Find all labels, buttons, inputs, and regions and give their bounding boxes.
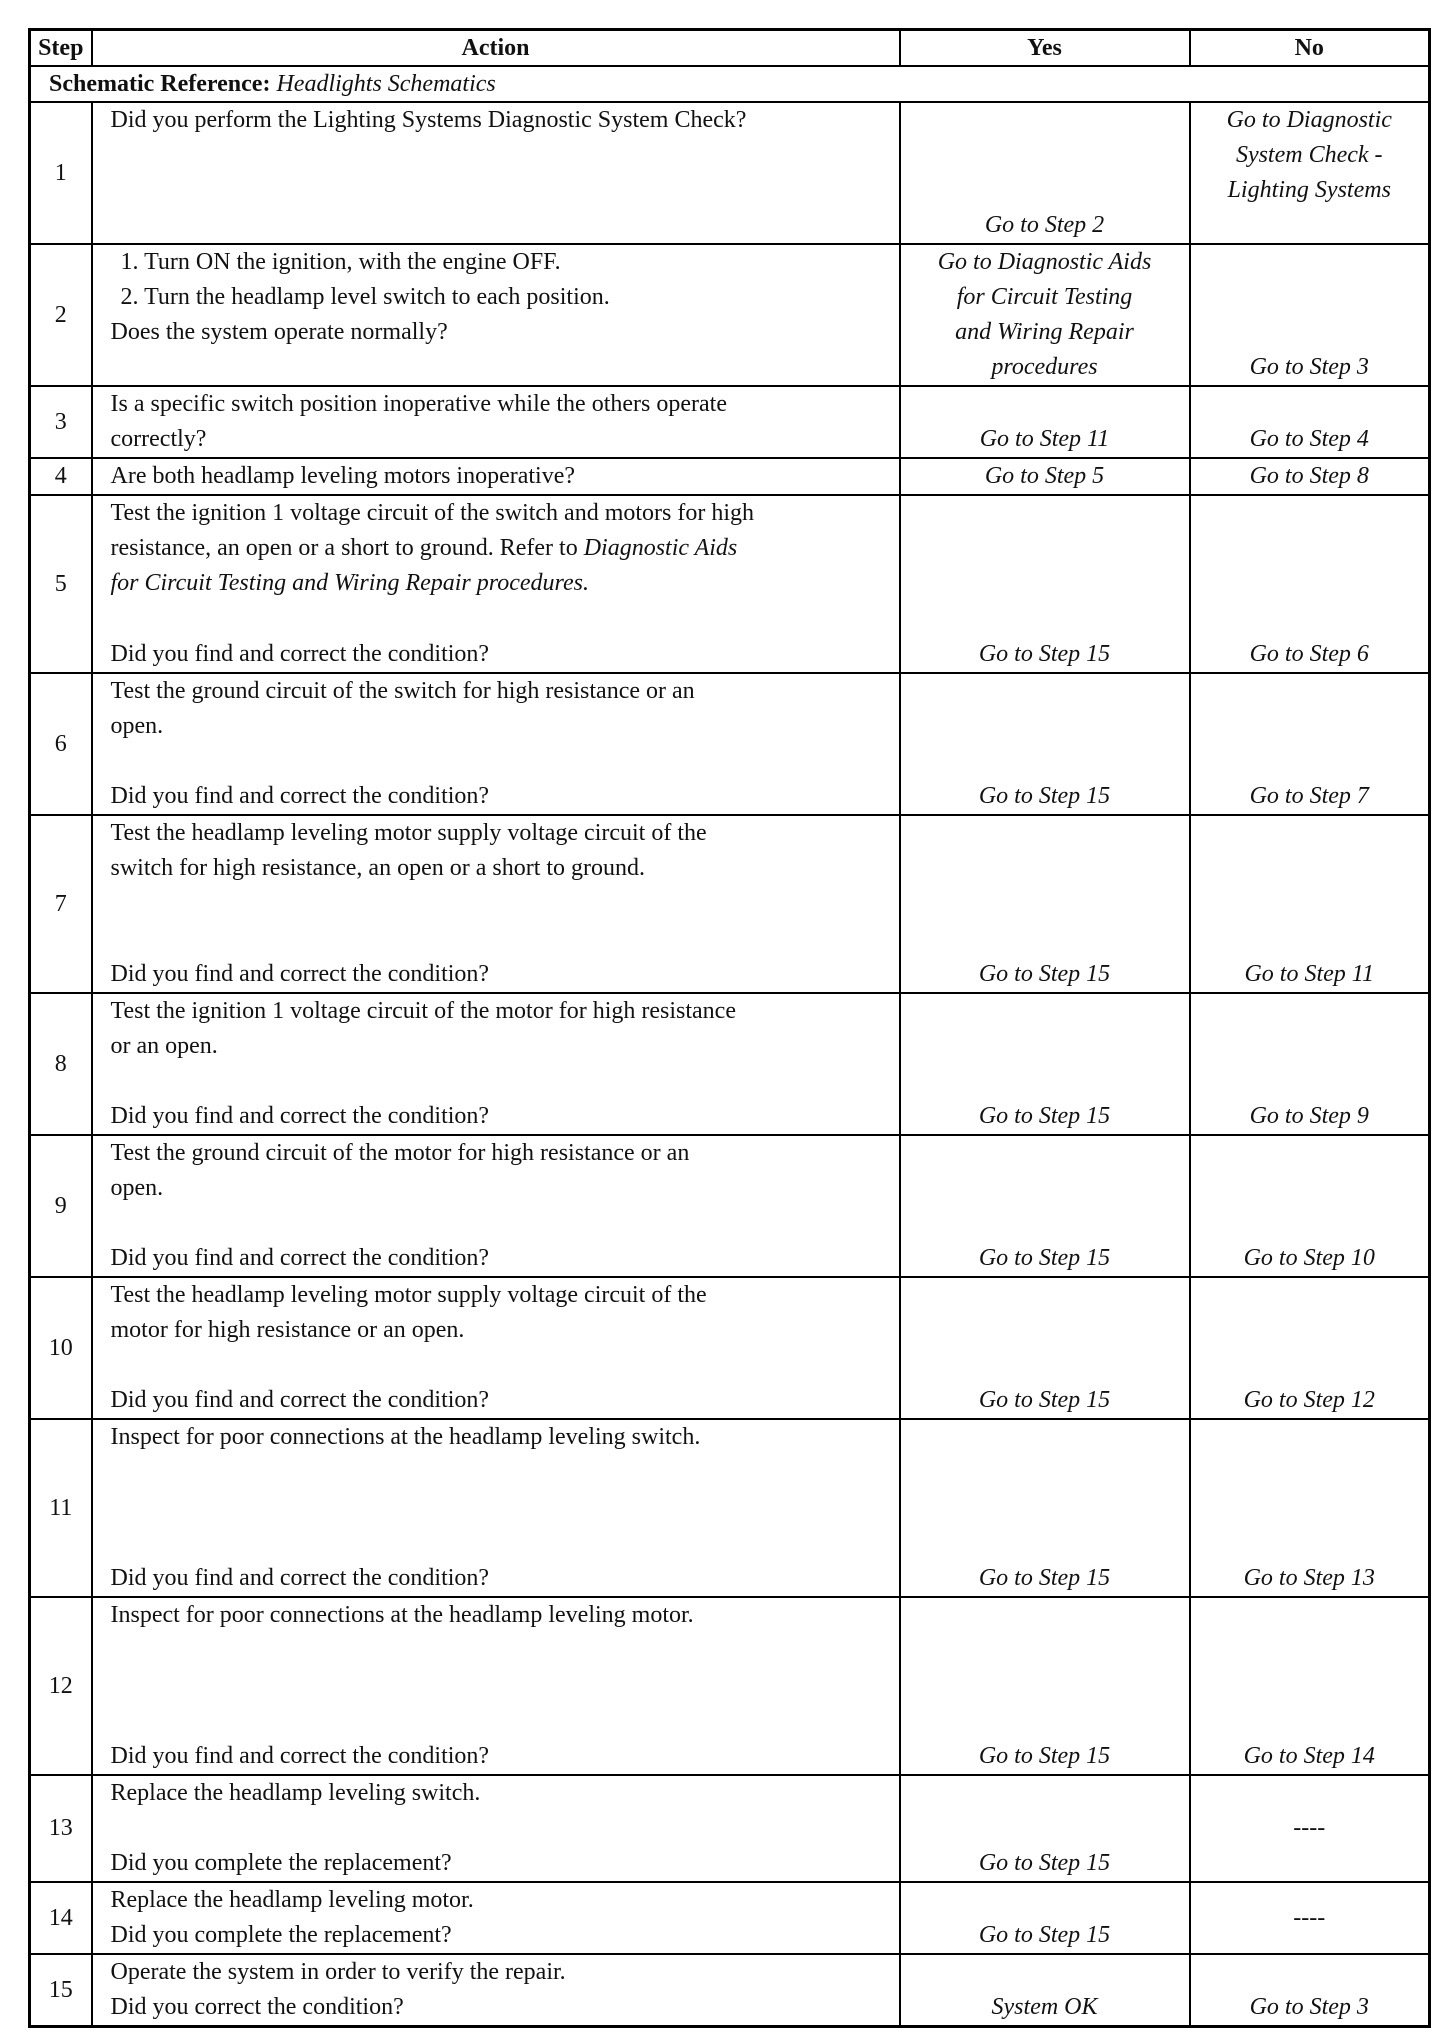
step-number: 1 (30, 102, 92, 244)
no-text-line: Lighting Systems (1227, 177, 1391, 203)
action-question: Does the system operate normally? (110, 319, 448, 345)
action-question: Did you complete the replacement? (110, 1850, 452, 1876)
action-text: Is a specific switch position inoperative while the others operate (110, 391, 727, 417)
action-text: Test the headlamp leveling motor supply voltage circuit of the (110, 1282, 707, 1308)
yes-cell: Go to Step 15 (900, 1597, 1190, 1775)
reference-link[interactable]: Diagnostic Aids (583, 535, 738, 561)
yes-cell: Go to Step 15 (900, 1775, 1190, 1882)
header-yes: Yes (900, 30, 1190, 67)
action-cell (92, 673, 900, 815)
action-list-item: 1. Turn ON the ignition, with the engine OFF. (120, 249, 561, 275)
step-number: 12 (30, 1597, 92, 1775)
action-text: switch for high resistance, an open or a short to ground. (110, 855, 646, 881)
action-text: correctly? (110, 426, 207, 452)
action-question: Did you find and correct the condition? (110, 641, 490, 667)
action-text: Test the ignition 1 voltage circuit of the motor for high resistance (110, 998, 736, 1024)
yes-cell (900, 244, 1190, 386)
yes-cell: Go to Step 15 (900, 495, 1190, 673)
step-number: 2 (30, 244, 92, 386)
diagnostic-table (28, 28, 1431, 2028)
yes-text-line: and Wiring Repair (955, 319, 1134, 345)
action-cell (92, 1775, 900, 1882)
action-cell (92, 993, 900, 1135)
table-row (30, 1419, 1430, 1597)
action-cell (92, 495, 900, 673)
schematic-row (30, 66, 1430, 102)
action-cell (92, 1277, 900, 1419)
action-text: Operate the system in order to verify the repair. (110, 1959, 566, 1985)
action-text: Replace the headlamp leveling motor. (110, 1887, 474, 1913)
action-cell (92, 458, 900, 495)
table-row (30, 495, 1430, 673)
action-question: Did you find and correct the condition? (110, 961, 490, 987)
table-row (30, 1775, 1430, 1882)
action-text: Inspect for poor connections at the headlamp leveling switch. (110, 1424, 701, 1450)
action-cell (92, 1419, 900, 1597)
step-number: 8 (30, 993, 92, 1135)
action-question: Did you correct the condition? (110, 1994, 404, 2020)
step-number: 10 (30, 1277, 92, 1419)
no-text-line: System Check - (1235, 142, 1383, 168)
header-no: No (1190, 30, 1430, 67)
table-row (30, 244, 1430, 386)
schematic-label: Schematic Reference: (49, 70, 271, 97)
action-list-item: 2. Turn the headlamp level switch to each position. (120, 284, 610, 310)
action-cell (92, 244, 900, 386)
step-number: 9 (30, 1135, 92, 1277)
table-row (30, 993, 1430, 1135)
action-text-with-ref (111, 531, 889, 566)
yes-cell: System OK (900, 1954, 1190, 2027)
yes-cell: Go to Step 11 (900, 386, 1190, 458)
no-cell: Go to Step 6 (1190, 495, 1430, 673)
action-text: motor for high resistance or an open. (110, 1317, 465, 1343)
yes-text-line: Go to Diagnostic Aids (937, 249, 1152, 275)
action-question: Did you find and correct the condition? (110, 1743, 490, 1769)
action-cell (92, 1954, 900, 2027)
schematic-value: Headlights Schematics (276, 70, 496, 97)
no-cell: Go to Step 9 (1190, 993, 1430, 1135)
no-cell: Go to Step 12 (1190, 1277, 1430, 1419)
step-number: 13 (30, 1775, 92, 1882)
yes-cell: Go to Step 15 (900, 993, 1190, 1135)
table-row (30, 1954, 1430, 2027)
step-number: 5 (30, 495, 92, 673)
step-number: 15 (30, 1954, 92, 2027)
action-text: Test the headlamp leveling motor supply voltage circuit of the (110, 820, 707, 846)
table-row (30, 1135, 1430, 1277)
action-question: Did you complete the replacement? (110, 1922, 452, 1948)
no-cell (1190, 102, 1430, 244)
table-row (30, 1277, 1430, 1419)
action-cell (92, 1597, 900, 1775)
step-number: 4 (30, 458, 92, 495)
yes-cell: Go to Step 15 (900, 815, 1190, 993)
yes-text-line: for Circuit Testing (956, 284, 1133, 310)
action-text: Are both headlamp leveling motors inoperative? (110, 463, 576, 489)
no-cell: Go to Step 13 (1190, 1419, 1430, 1597)
step-number: 3 (30, 386, 92, 458)
action-text: Replace the headlamp leveling switch. (110, 1780, 481, 1806)
header-step: Step (30, 30, 92, 67)
diagnostic-page (28, 28, 1428, 2028)
no-cell: ---- (1190, 1882, 1430, 1954)
action-question: Did you find and correct the condition? (110, 1565, 490, 1591)
table-row (30, 102, 1430, 244)
table-row (30, 386, 1430, 458)
action-text: Test the ground circuit of the motor for high resistance or an (110, 1140, 690, 1166)
yes-cell: Go to Step 15 (900, 673, 1190, 815)
no-cell: Go to Step 3 (1190, 1954, 1430, 2027)
action-question: Did you find and correct the condition? (110, 783, 490, 809)
action-text: or an open. (110, 1033, 218, 1059)
action-text: Did you perform the Lighting Systems Diagnostic System Check? (110, 107, 747, 133)
header-action: Action (92, 30, 900, 67)
action-question: Did you find and correct the condition? (110, 1103, 490, 1129)
action-cell (92, 386, 900, 458)
no-cell: Go to Step 14 (1190, 1597, 1430, 1775)
action-text: open. (110, 1175, 164, 1201)
no-text-line: Go to Diagnostic (1226, 107, 1392, 133)
yes-cell: Go to Step 15 (900, 1277, 1190, 1419)
yes-cell: Go to Step 5 (900, 458, 1190, 495)
yes-cell: Go to Step 15 (900, 1135, 1190, 1277)
action-question: Did you find and correct the condition? (110, 1245, 490, 1271)
yes-cell: Go to Step 15 (900, 1882, 1190, 1954)
yes-text-line: procedures (991, 354, 1098, 380)
action-question: Did you find and correct the condition? (110, 1387, 490, 1413)
no-cell: Go to Step 4 (1190, 386, 1430, 458)
action-text (111, 566, 889, 601)
action-text: Test the ignition 1 voltage circuit of the switch and motors for high (110, 500, 755, 526)
step-number: 7 (30, 815, 92, 993)
action-cell (92, 1135, 900, 1277)
step-number: 11 (30, 1419, 92, 1597)
table-row (30, 1882, 1430, 1954)
schematic-reference (30, 66, 1430, 102)
table-row (30, 815, 1430, 993)
action-cell (92, 102, 900, 244)
table-row (30, 673, 1430, 815)
action-cell (92, 1882, 900, 1954)
action-cell (92, 815, 900, 993)
no-cell: ---- (1190, 1775, 1430, 1882)
no-cell: Go to Step 8 (1190, 458, 1430, 495)
header-row (30, 30, 1430, 67)
table-row (30, 1597, 1430, 1775)
action-text: resistance, an open or a short to ground. Refer to (110, 535, 578, 561)
table-row (30, 458, 1430, 495)
action-text: open. (110, 713, 164, 739)
step-number: 6 (30, 673, 92, 815)
no-cell: Go to Step 3 (1190, 244, 1430, 386)
action-text: Inspect for poor connections at the headlamp leveling motor. (110, 1602, 694, 1628)
reference-link[interactable]: for Circuit Testing and Wiring Repair procedures. (110, 570, 589, 596)
yes-cell: Go to Step 2 (900, 102, 1190, 244)
yes-cell: Go to Step 15 (900, 1419, 1190, 1597)
no-cell: Go to Step 7 (1190, 673, 1430, 815)
no-cell: Go to Step 11 (1190, 815, 1430, 993)
step-number: 14 (30, 1882, 92, 1954)
no-cell: Go to Step 10 (1190, 1135, 1430, 1277)
action-text: Test the ground circuit of the switch for high resistance or an (110, 678, 695, 704)
